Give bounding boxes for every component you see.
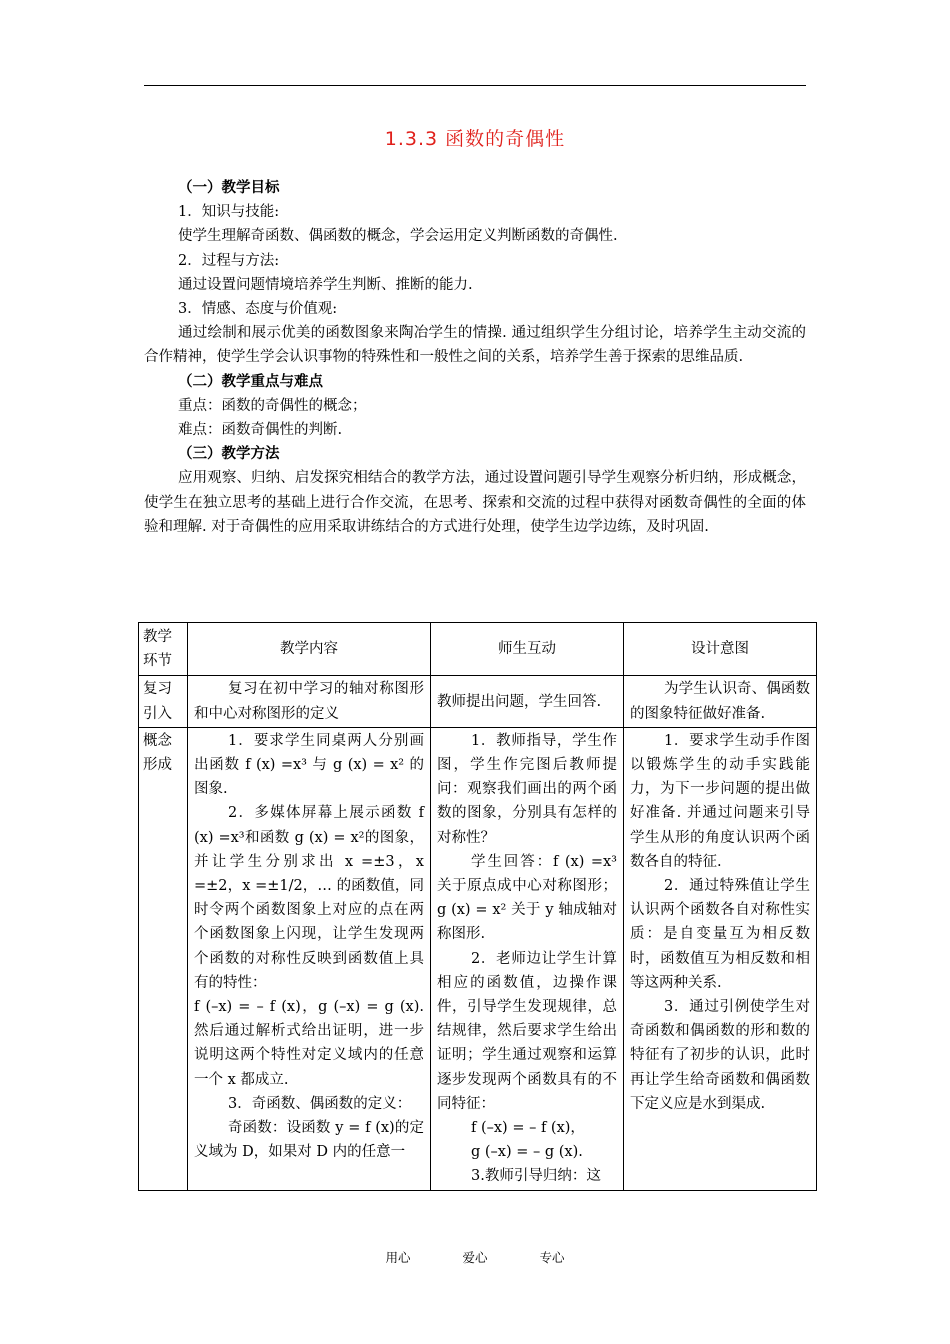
lesson-table [138, 622, 817, 1191]
header-stage: 教学环节 [139, 623, 188, 676]
footer-word-2: 爱心 [462, 1250, 488, 1265]
table-row [139, 676, 817, 727]
difficulty: 难点：函数奇偶性的判断. [178, 422, 343, 439]
goal3-label: 3．情感、态度与价值观: [178, 301, 338, 318]
row2-interaction-4: f (–x) = – f (x)， [471, 1120, 585, 1137]
footer-word-1: 用心 [385, 1250, 411, 1265]
goal1-label: 1．知识与技能: [178, 204, 280, 221]
row2-interaction-6: 3.教师引导归纳：这 [471, 1168, 601, 1185]
method-text: 应用观察、归纳、启发探究相结合的教学方法，通过设置问题引导学生观察分析归纳，形成概念，使学生在独立思考的基础上进行合作交流，在思考、探索和交流的过程中获得对函数奇偶性的全面的体验和理解. 对于奇偶性的应用采取讲练结合的方式进行处理，使学生边学边练，及时巩固. [144, 470, 806, 535]
table-header-row [139, 623, 817, 676]
table-row [139, 727, 817, 1190]
goal1-text: 使学生理解奇函数、偶函数的概念，学会运用定义判断函数的奇偶性. [178, 228, 618, 245]
row2-intent-1: 1．要求学生动手作图以锻炼学生的动手实践能力，为下一步问题的提出做好准备. 并通过问题来引导学生从形的角度认识两个函数各自的特征. [630, 732, 810, 870]
page-title: 1.3.3 函数的奇偶性 [384, 128, 566, 150]
row2-intent-2: 2．通过特殊值让学生认识两个函数各自对称性实质：是自变量互为相反数时，函数值互为相反数和相等这两种关系. [630, 878, 810, 991]
row2-stage: 概念形成 [139, 727, 188, 1190]
row2-interaction-3: 2．老师边让学生计算相应的函数值，边操作课件，引导学生发现规律，总结规律，然后要求学生给出证明；学生通过观察和运算逐步发现两个函数具有的不同特征： [437, 950, 617, 1112]
row2-content-3: f (–x) = – f (x)，g (–x) = g (x). 然后通过解析式给出证明，进一步说明这两个特性对定义域内的任意一个 x 都成立. [194, 999, 424, 1088]
row1-interaction: 教师提出问题，学生回答. [431, 676, 624, 727]
row2-content-2: 2．多媒体屏幕上展示函数 f (x) =x³和函数 g (x) = x²的图象，并让学生分别求出 x =±3，x =±2，x =±1/2，… 的函数值，同时令两个函数图象上对应的点在两个函数图象上闪现，让学生发现两个函数的对称性反映到函数值上具有的特性： [194, 805, 424, 991]
row2-interaction-2: 学生回答：f (x) =x³ 关于原点成中心对称图形；g (x) = x² 关于 y 轴成轴对称图形. [437, 853, 617, 943]
goals-heading: （一）教学目标 [178, 179, 280, 196]
method-heading: （三）教学方法 [178, 445, 280, 463]
key-heading: （二）教学重点与难点 [178, 372, 323, 390]
goal3-text: 通过绘制和展示优美的函数图象来陶冶学生的情操. 通过组织学生分组讨论，培养学生主动交流的合作精神，使学生学会认识事物的特殊性和一般性之间的关系，培养学生善于探索的思维品质. [144, 325, 806, 366]
row2-intent-3: 3．通过引例使学生对奇函数和偶函数的形和数的特征有了初步的认识，此时再让学生给奇函数和偶函数下定义应是水到渠成. [630, 999, 810, 1112]
row1-intent: 为学生认识奇、偶函数的图象特征做好准备. [630, 681, 810, 722]
row2-interaction-1: 1．教师指导，学生作图，学生作完图后教师提问：观察我们画出的两个函数的图象，分别具有怎样的对称性？ [437, 732, 617, 846]
row1-content: 复习在初中学习的轴对称图形和中心对称图形的定义 [194, 681, 424, 722]
row1-stage: 复习引入 [139, 676, 188, 727]
header-rule [144, 85, 806, 86]
header-content: 教学内容 [188, 623, 431, 676]
row2-content-4: 3．奇函数、偶函数的定义： [228, 1095, 412, 1112]
header-intent: 设计意图 [624, 623, 817, 676]
document-body [144, 176, 806, 539]
key-point: 重点：函数的奇偶性的概念； [178, 397, 367, 414]
row2-content-5: 奇函数：设函数 y = f (x)的定义域为 D，如果对 D 内的任意一 [194, 1120, 424, 1161]
footer-word-3: 专心 [539, 1250, 565, 1265]
header-interaction: 师生互动 [431, 623, 624, 676]
row2-interaction-5: g (–x) = – g (x). [471, 1144, 583, 1161]
row2-content-1: 1．要求学生同桌两人分别画出函数 f (x) =x³ 与 g (x) = x² 的图象. [194, 732, 424, 798]
goal2-label: 2．过程与方法: [178, 252, 280, 269]
goal2-text: 通过设置问题情境培养学生判断、推断的能力. [178, 276, 473, 293]
page-footer [0, 1248, 950, 1266]
